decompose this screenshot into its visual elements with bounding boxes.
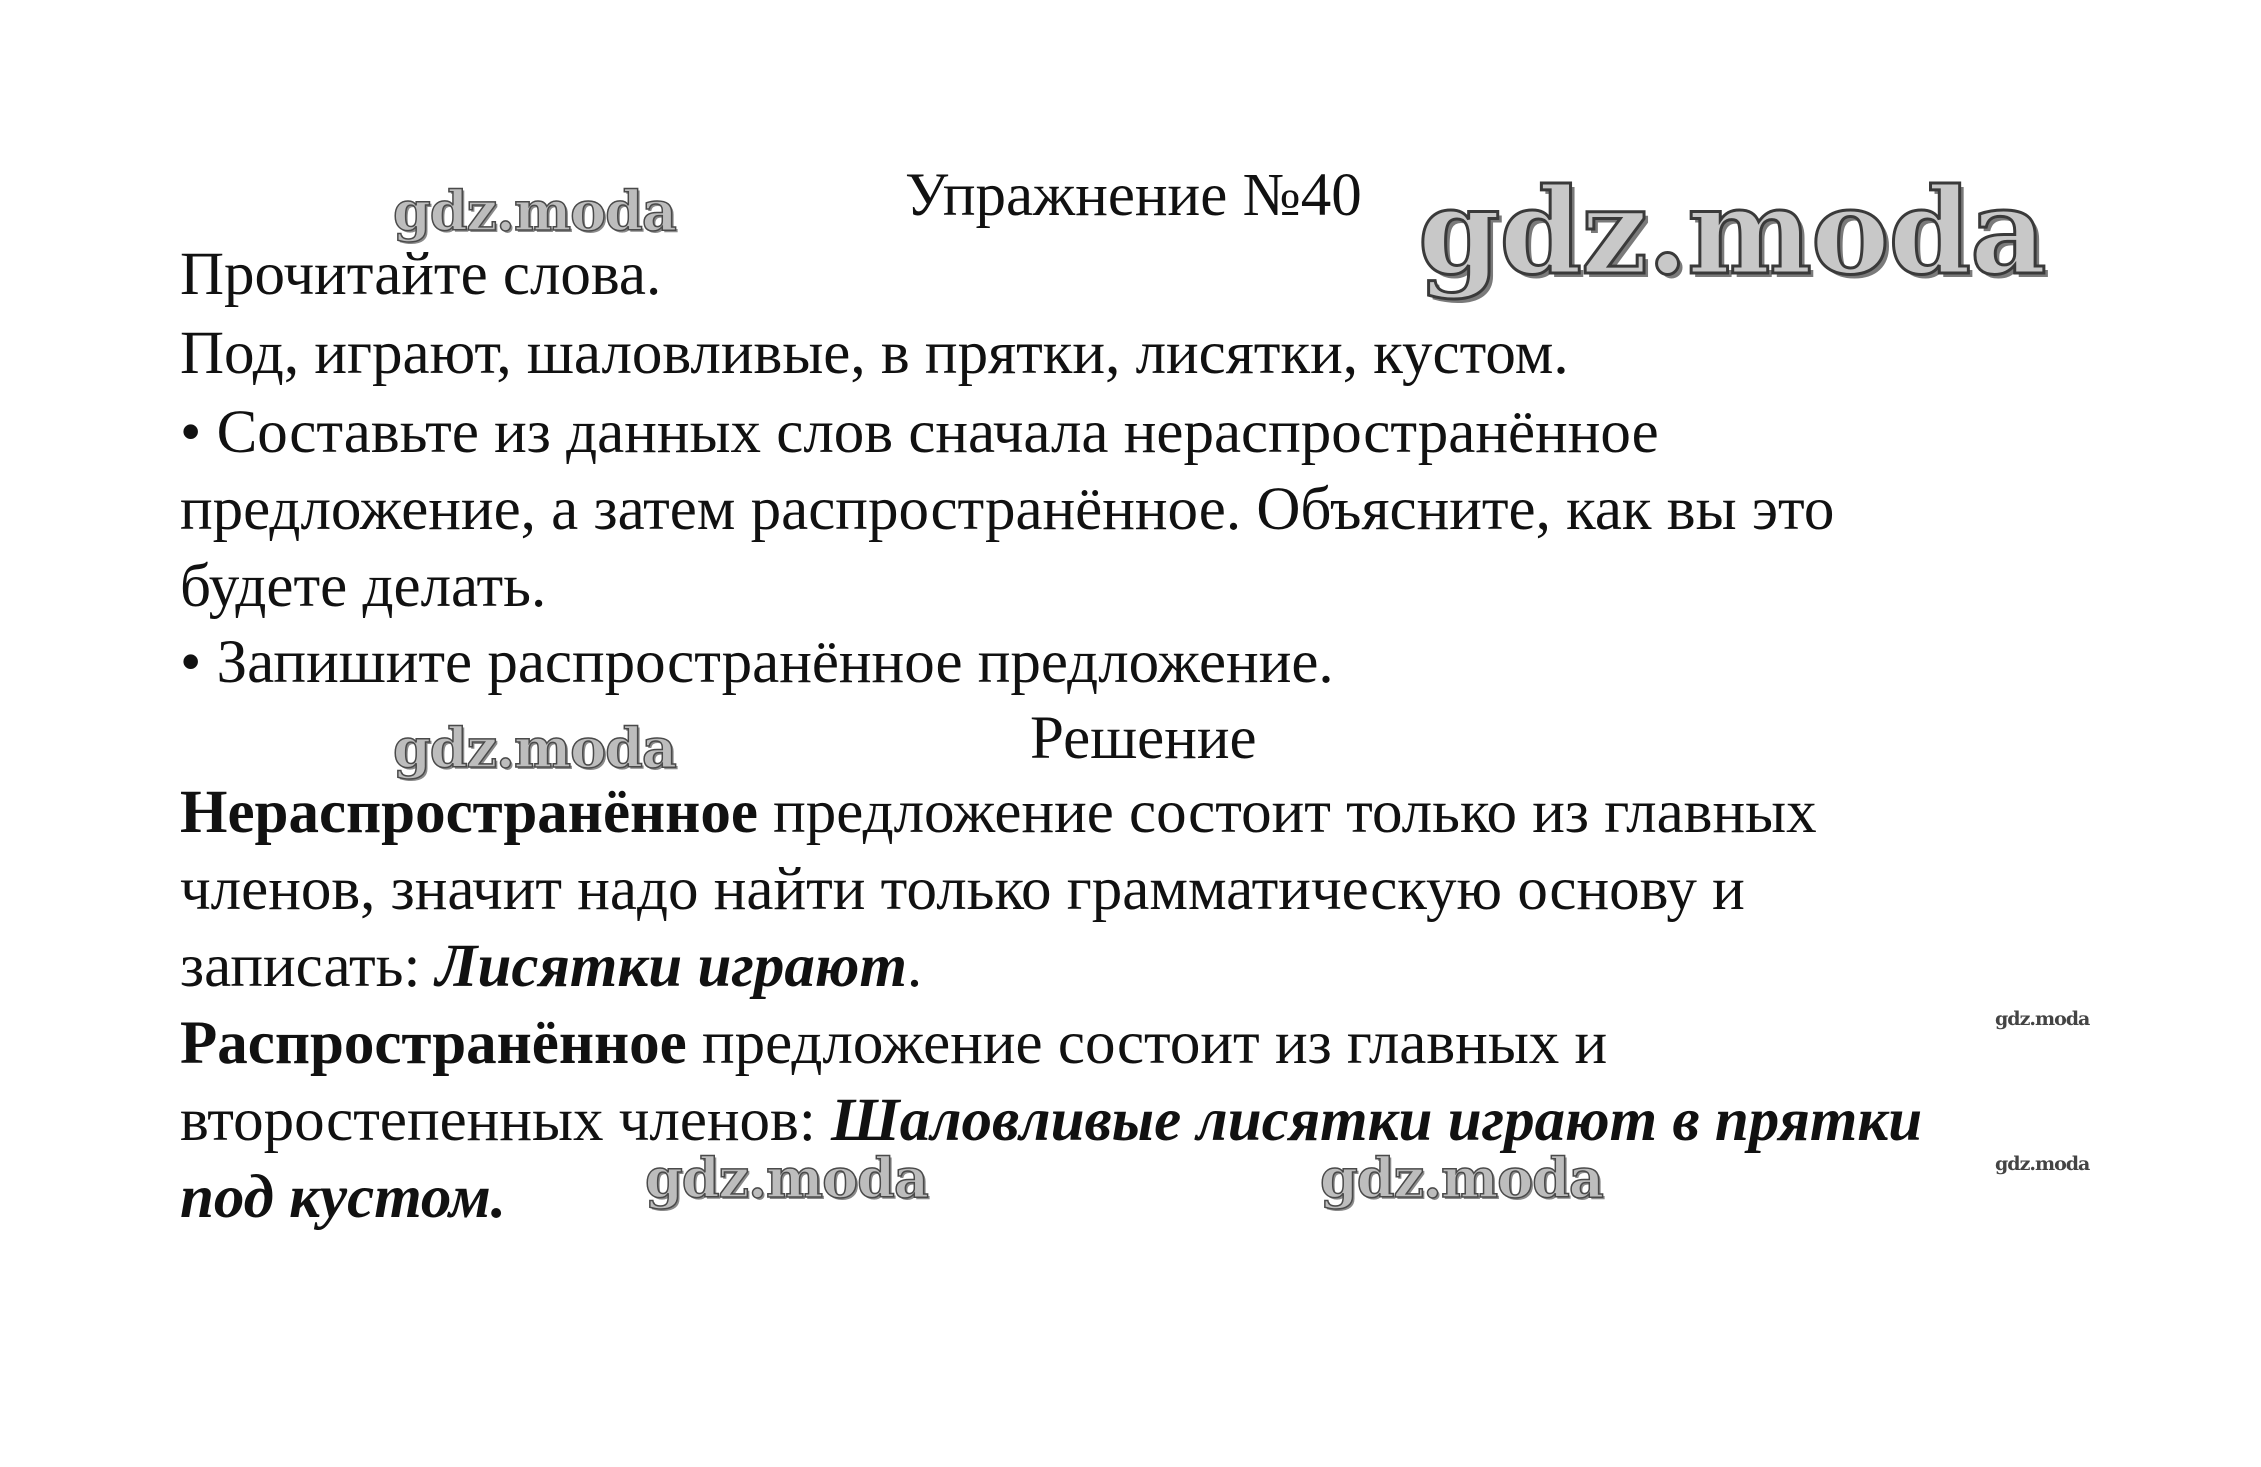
term-extended: Распространённое bbox=[180, 1010, 687, 1077]
watermark-logo: gdz.moda bbox=[393, 716, 676, 780]
solution-title: Решение bbox=[1030, 705, 1257, 772]
solution-p2-line-3 bbox=[180, 1160, 506, 1236]
answer-unextended-sentence: Лисятки играют bbox=[435, 933, 907, 1000]
exercise-line-1: Прочитайте слова. bbox=[180, 241, 662, 308]
term-unextended: Нераспространённое bbox=[180, 779, 758, 846]
exercise-line-5: будете делать. bbox=[180, 553, 547, 620]
solution-p1-line-3-prefix: записать: bbox=[180, 933, 436, 1000]
solution-p2-line-2-prefix: второстепенных членов: bbox=[180, 1087, 832, 1154]
watermark-logo: gdz.moda bbox=[645, 1146, 928, 1210]
watermark-logo-small: gdz.moda bbox=[1995, 1153, 2090, 1175]
solution-p2-line-1-text: предложение состоит из главных и bbox=[686, 1010, 1608, 1077]
solution-p1-line-2: членов, значит надо найти только грамматическую основу и bbox=[180, 856, 1745, 923]
answer-extended-sentence-part-2: под кустом. bbox=[180, 1164, 507, 1231]
solution-p1-line-1 bbox=[180, 775, 1817, 851]
watermark-logo-large: gdz.moda bbox=[1418, 162, 2046, 301]
exercise-line-2: Под, играют, шаловливые, в прятки, лисятки, кустом. bbox=[180, 320, 1569, 387]
watermark-logo-small: gdz.moda bbox=[1995, 1008, 2090, 1030]
answer-period: . bbox=[906, 933, 923, 1000]
watermark-logo: gdz.moda bbox=[393, 179, 676, 243]
watermark-logo: gdz.moda bbox=[1320, 1146, 1603, 1210]
solution-p2-line-1 bbox=[180, 1006, 1607, 1082]
exercise-line-6: • Запишите распространённое предложение. bbox=[180, 629, 1334, 696]
exercise-line-4: предложение, а затем распространённое. Объясните, как вы это bbox=[180, 476, 1835, 543]
solution-p1-line-1-text: предложение состоит только из главных bbox=[757, 779, 1817, 846]
answer-extended-sentence-part-1: Шаловливые лисятки играют в прятки bbox=[831, 1087, 1923, 1154]
exercise-line-3: • Составьте из данных слов сначала нераспространённое bbox=[180, 399, 1659, 466]
solution-p2-line-2 bbox=[180, 1083, 1922, 1159]
exercise-title: Упражнение №40 bbox=[905, 162, 1362, 229]
solution-p1-line-3 bbox=[180, 929, 922, 1005]
